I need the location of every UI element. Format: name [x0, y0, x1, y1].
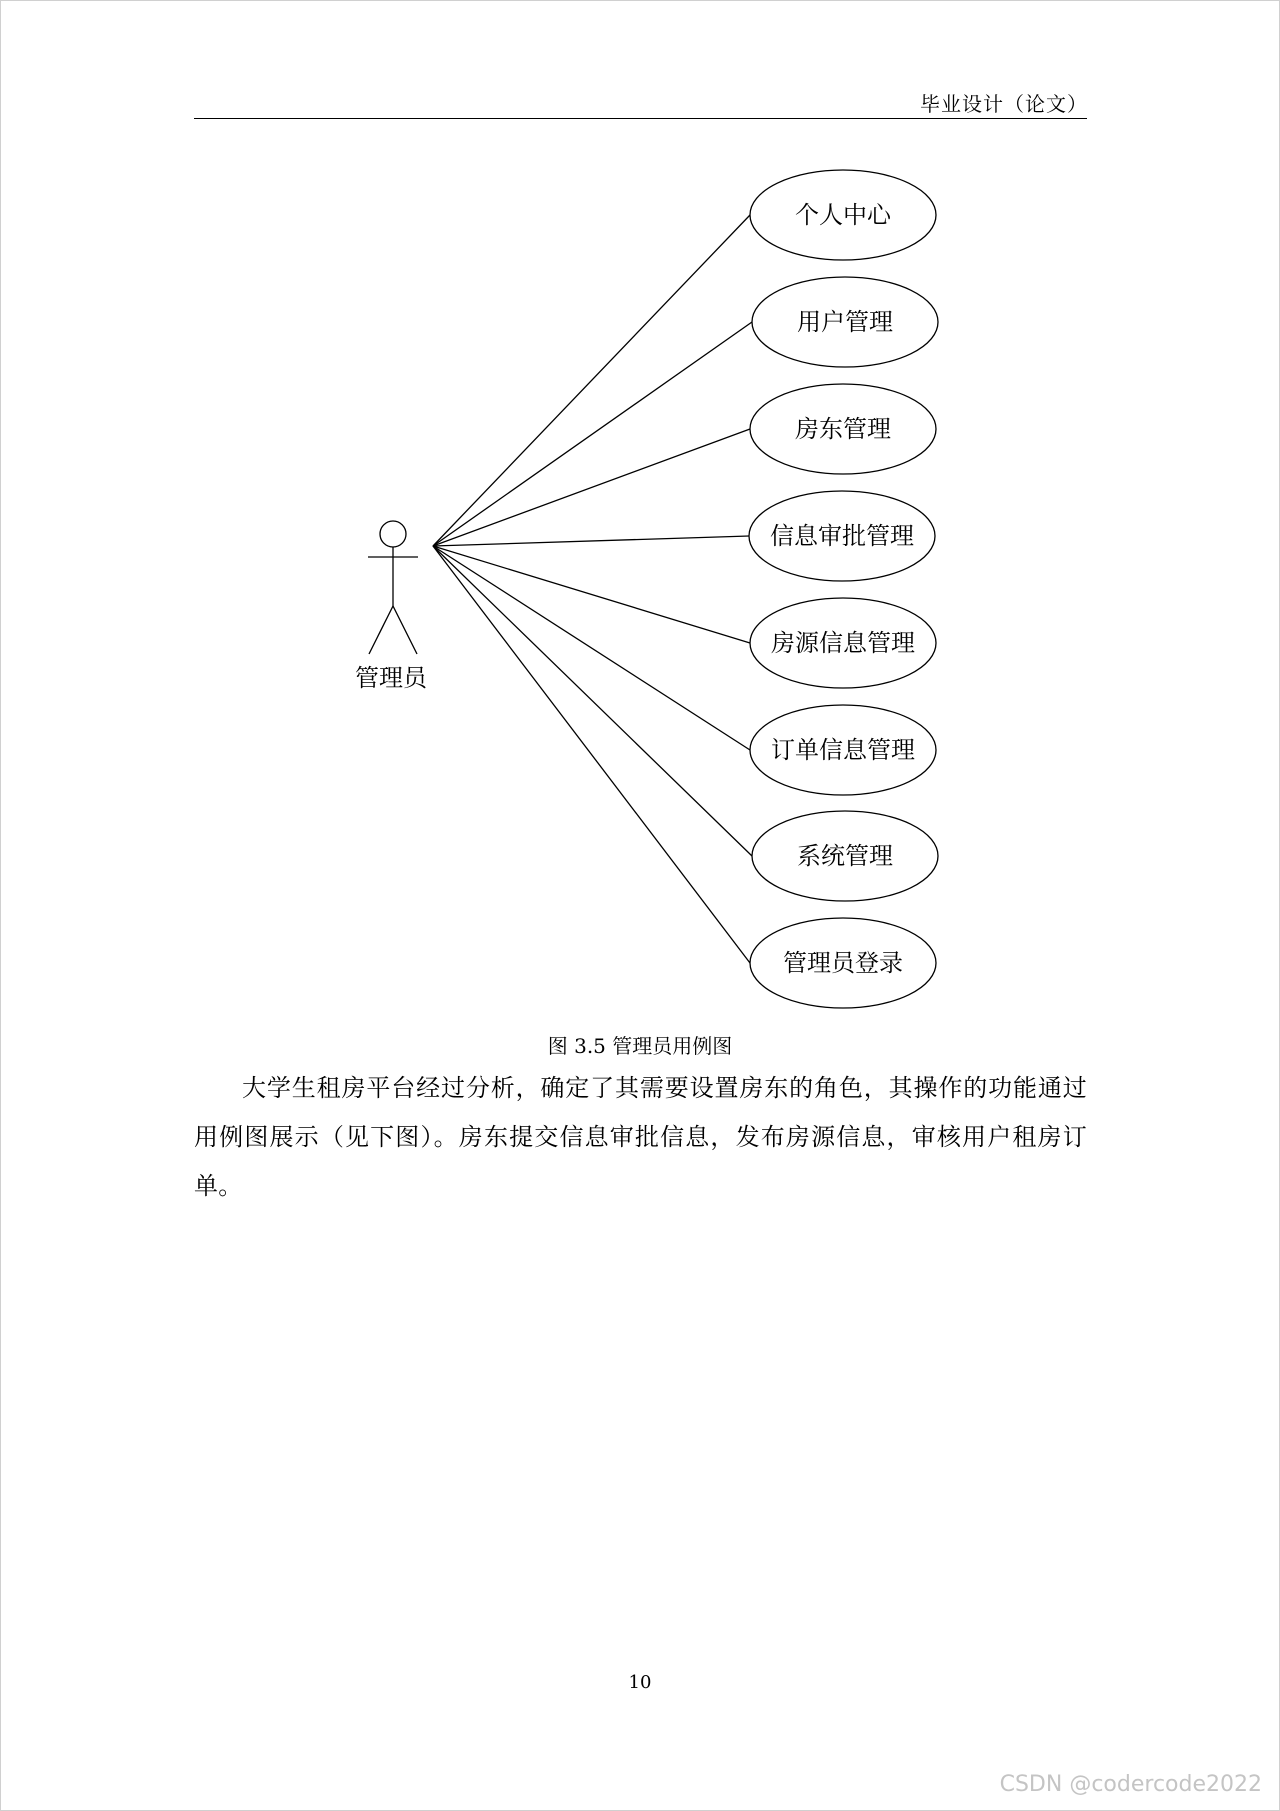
actor-label: 管理员 [355, 664, 427, 692]
body-paragraph: 大学生租房平台经过分析，确定了其需要设置房东的角色，其操作的功能通过用例图展示（见下图）。房东提交信息审批信息，发布房源信息，审核用户租房订单。 [194, 1074, 1087, 1200]
watermark: CSDN @codercode2022 [999, 1772, 1262, 1797]
page-number: 10 [628, 1672, 652, 1693]
association-line [433, 322, 752, 546]
association-line [433, 215, 750, 546]
figure-caption: 图 3.5 管理员用例图 [547, 1034, 733, 1058]
association-line [433, 429, 750, 546]
use-case-label: 系统管理 [797, 842, 893, 870]
association-line [433, 536, 749, 546]
use-case-label: 管理员登录 [783, 949, 903, 977]
association-line [433, 546, 752, 856]
use-case-label: 房源信息管理 [771, 629, 915, 657]
running-header: 毕业设计（论文） [920, 92, 1088, 116]
use-case-label: 信息审批管理 [770, 522, 914, 550]
use-case-label: 个人中心 [795, 201, 891, 229]
use-case-label: 房东管理 [795, 415, 891, 443]
use-case-label: 用户管理 [797, 308, 893, 336]
association-line [433, 546, 750, 643]
use-case-label: 订单信息管理 [771, 736, 915, 764]
association-line [433, 546, 750, 963]
association-line [433, 546, 750, 750]
actor-figure [368, 521, 418, 654]
